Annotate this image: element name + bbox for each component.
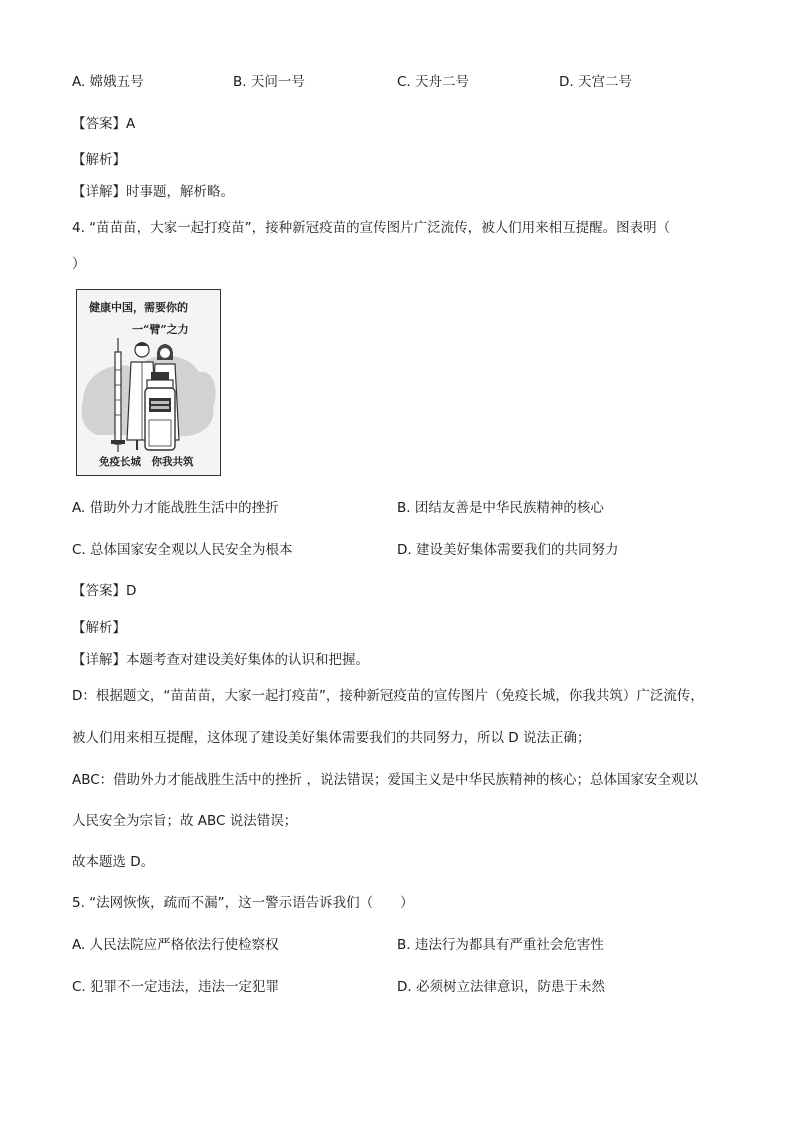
- q4-answer-line: [72, 582, 136, 600]
- q4-explain-d-line-1: D：根据题文，“苗苗苗，大家一起打疫苗”，接种新冠疫苗的宣传图片（免疫长城，你我共筑）广泛流传，: [72, 688, 704, 704]
- q4-analysis-tag: 【解析】: [72, 620, 126, 636]
- poster-caption-bottom: 免疫长城 你我共筑: [99, 456, 194, 468]
- q3-option-a: A. 嫦娥五号: [72, 74, 144, 90]
- q4-option-b: B. 团结友善是中华民族精神的核心: [397, 500, 604, 516]
- q4-detail-line: [72, 651, 369, 669]
- answer-value: D: [126, 583, 137, 599]
- q4-option-a: A. 借助外力才能战胜生活中的挫折: [72, 500, 279, 516]
- detail-text: 本题考查对建设美好集体的认识和把握。: [126, 652, 369, 668]
- poster-caption-mid: 一“臂”之力: [132, 323, 189, 336]
- q5-option-c: C. 犯罪不一定违法，违法一定犯罪: [72, 979, 280, 995]
- vaccine-poster-figure: [76, 289, 221, 476]
- q5-option-d: D. 必须树立法律意识，防患于未然: [397, 979, 605, 995]
- q5-stem: 5. “法网恢恢，疏而不漏”，这一警示语告诉我们（ ）: [72, 895, 414, 911]
- q3-option-d: D. 天宫二号: [559, 74, 632, 90]
- q4-option-d: D. 建设美好集体需要我们的共同努力: [397, 542, 619, 558]
- q4-explain-abc-line-2: 人民安全为宗旨；故 ABC 说法错误；: [72, 813, 298, 829]
- answer-tag: 【答案】: [72, 116, 126, 132]
- q4-stem-line-2: ）: [72, 256, 86, 272]
- poster-caption-top: 健康中国，需要你的: [89, 301, 188, 314]
- q3-analysis-tag: 【解析】: [72, 152, 126, 168]
- answer-tag: 【答案】: [72, 583, 126, 599]
- q4-stem-line-1: 4. “苗苗苗，大家一起打疫苗”，接种新冠疫苗的宣传图片广泛流传，被人们用来相互提醒。图表明（: [72, 220, 671, 236]
- detail-text: 时事题，解析略。: [126, 184, 234, 200]
- detail-tag: 【详解】: [72, 184, 126, 200]
- q4-option-c: C. 总体国家安全观以人民安全为根本: [72, 542, 293, 558]
- q3-option-c: C. 天舟二号: [397, 74, 470, 90]
- q3-answer-line: [72, 115, 135, 133]
- q4-conclusion: 故本题选 D。: [72, 854, 155, 870]
- answer-value: A: [126, 116, 136, 132]
- detail-tag: 【详解】: [72, 652, 126, 668]
- q4-explain-d-line-2: 被人们用来相互提醒，这体现了建设美好集体需要我们的共同努力，所以 D 说法正确；: [72, 730, 591, 746]
- q4-explain-abc-line-1: ABC：借助外力才能战胜生活中的挫折 ，说法错误；爱国主义是中华民族精神的核心；总体国家安全观以: [72, 772, 698, 788]
- q5-option-a: A. 人民法院应严格依法行使检察权: [72, 937, 279, 953]
- q3-detail-line: [72, 183, 234, 201]
- q5-option-b: B. 违法行为都具有严重社会危害性: [397, 937, 604, 953]
- q3-option-b: B. 天问一号: [233, 74, 305, 90]
- vaccine-poster-illustration: [77, 290, 221, 476]
